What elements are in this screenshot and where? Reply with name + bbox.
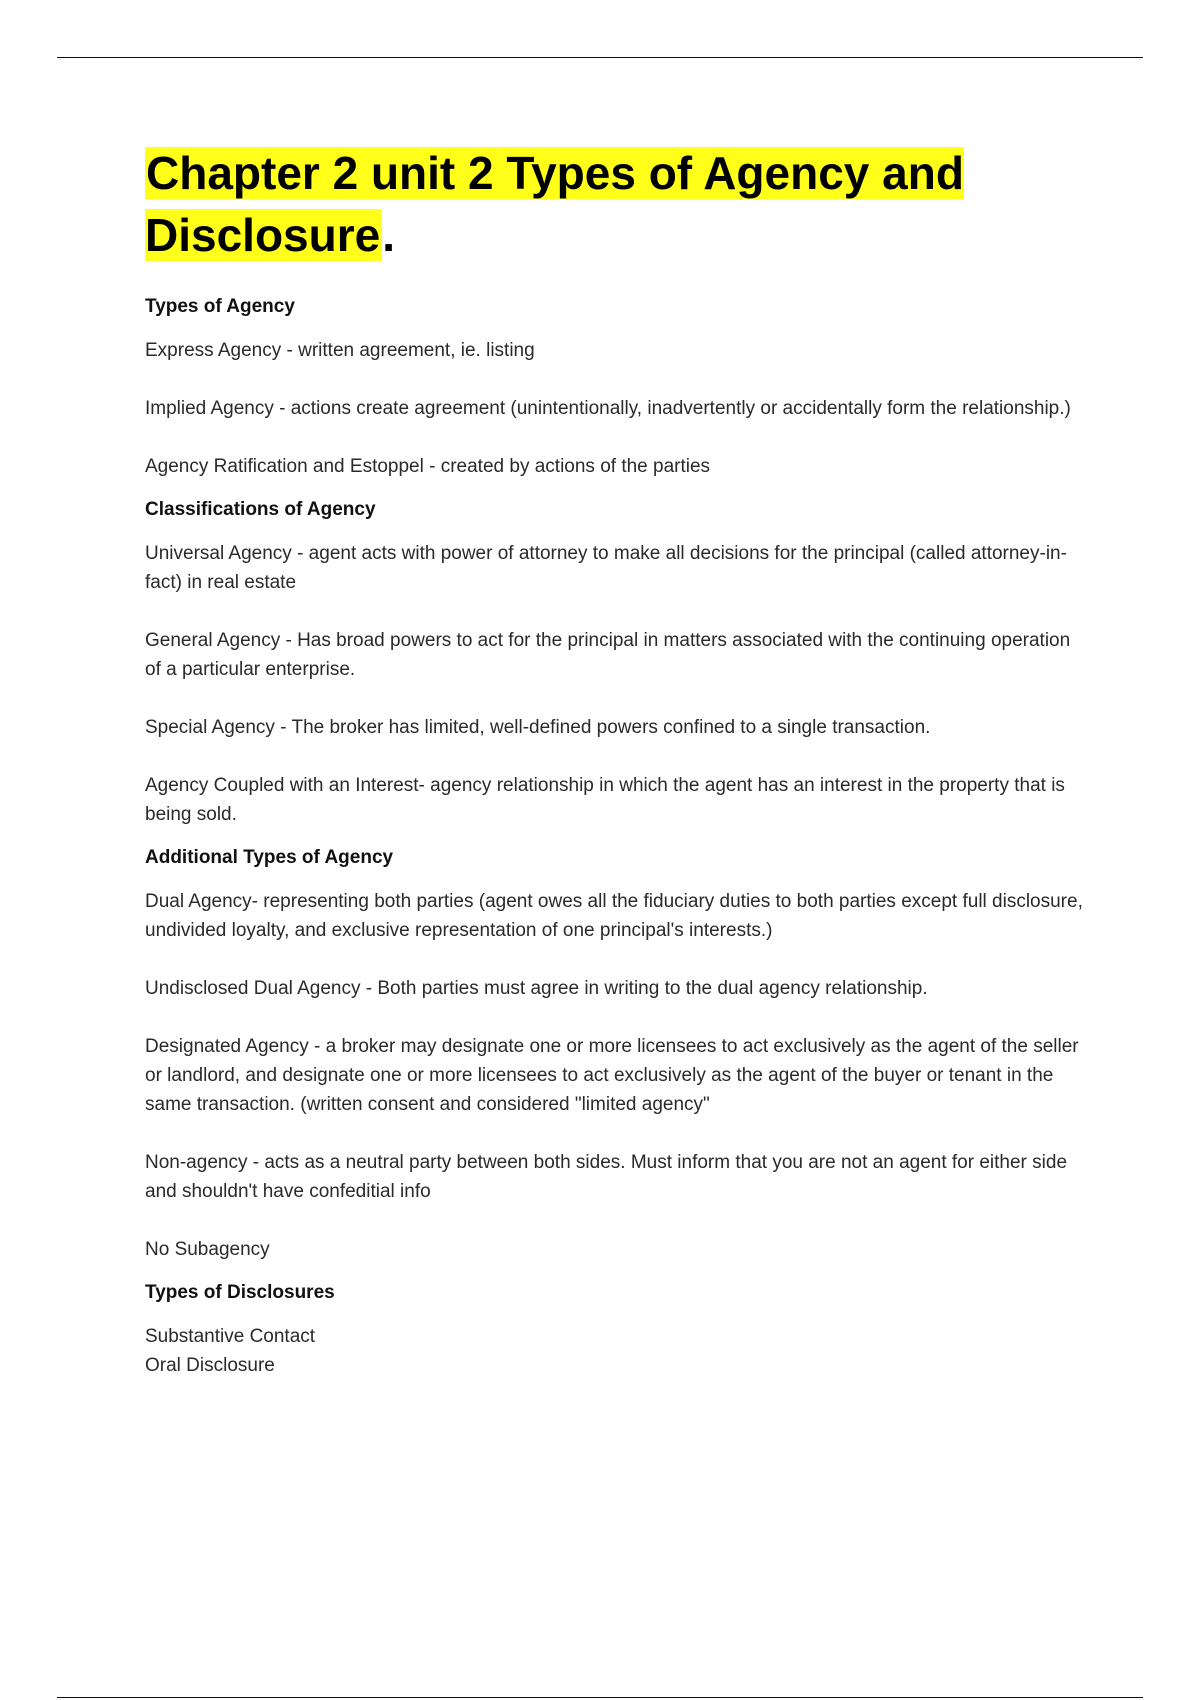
entry-express-agency: Express Agency - written agreement, ie. listing [145, 340, 535, 361]
title-highlight: Chapter 2 unit 2 Types of Agency and Disclosure [145, 147, 964, 261]
entry-non-agency: Non-agency - acts as a neutral party between both sides. Must inform that you are not an agent for either side and shouldn't have confeditial info [145, 1152, 1068, 1202]
entry-implied-agency: Implied Agency - actions create agreement (unintentionally, inadvertently or accidentally form the relationship.) [145, 398, 1071, 419]
title-period: . [382, 209, 395, 261]
section-heading-types-of-agency: Types of Agency [145, 296, 295, 317]
section-heading-classifications: Classifications of Agency [145, 499, 376, 520]
section-heading-additional-types: Additional Types of Agency [145, 847, 394, 868]
entry-special-agency: Special Agency - The broker has limited, well-defined powers confined to a single transaction. [145, 717, 931, 738]
document-title [145, 142, 1085, 266]
entry-oral-disclosure: Oral Disclosure [145, 1355, 275, 1376]
entry-no-subagency: No Subagency [145, 1239, 270, 1260]
top-rule [57, 57, 1143, 58]
entry-designated-agency: Designated Agency - a broker may designate one or more licensees to act exclusively as the agent of the seller or landlord, and designate one or more licensees to act exclusively as the agent of the buyer or tenant in the same transaction. (written consent and considered "limited agency" [145, 1036, 1079, 1115]
entry-dual-agency: Dual Agency- representing both parties (agent owes all the fiduciary duties to both parties except full disclosure, undivided loyalty, and exclusive representation of one principal's interests.) [145, 891, 1083, 941]
entry-general-agency: General Agency - Has broad powers to act for the principal in matters associated with the continuing operation of a particular enterprise. [145, 630, 1071, 680]
entry-substantive-contact: Substantive Contact [145, 1326, 316, 1347]
bottom-rule [57, 1697, 1143, 1698]
entry-universal-agency: Universal Agency - agent acts with power of attorney to make all decisions for the principal (called attorney-in-fact) in real estate [145, 543, 1067, 593]
entry-agency-ratification: Agency Ratification and Estoppel - created by actions of the parties [145, 456, 711, 477]
entry-undisclosed-dual-agency: Undisclosed Dual Agency - Both parties must agree in writing to the dual agency relationship. [145, 978, 928, 999]
entry-agency-coupled-interest: Agency Coupled with an Interest- agency relationship in which the agent has an interest in the property that is being sold. [145, 775, 1065, 825]
section-heading-types-of-disclosures: Types of Disclosures [145, 1282, 335, 1303]
document-page [145, 142, 1085, 1380]
